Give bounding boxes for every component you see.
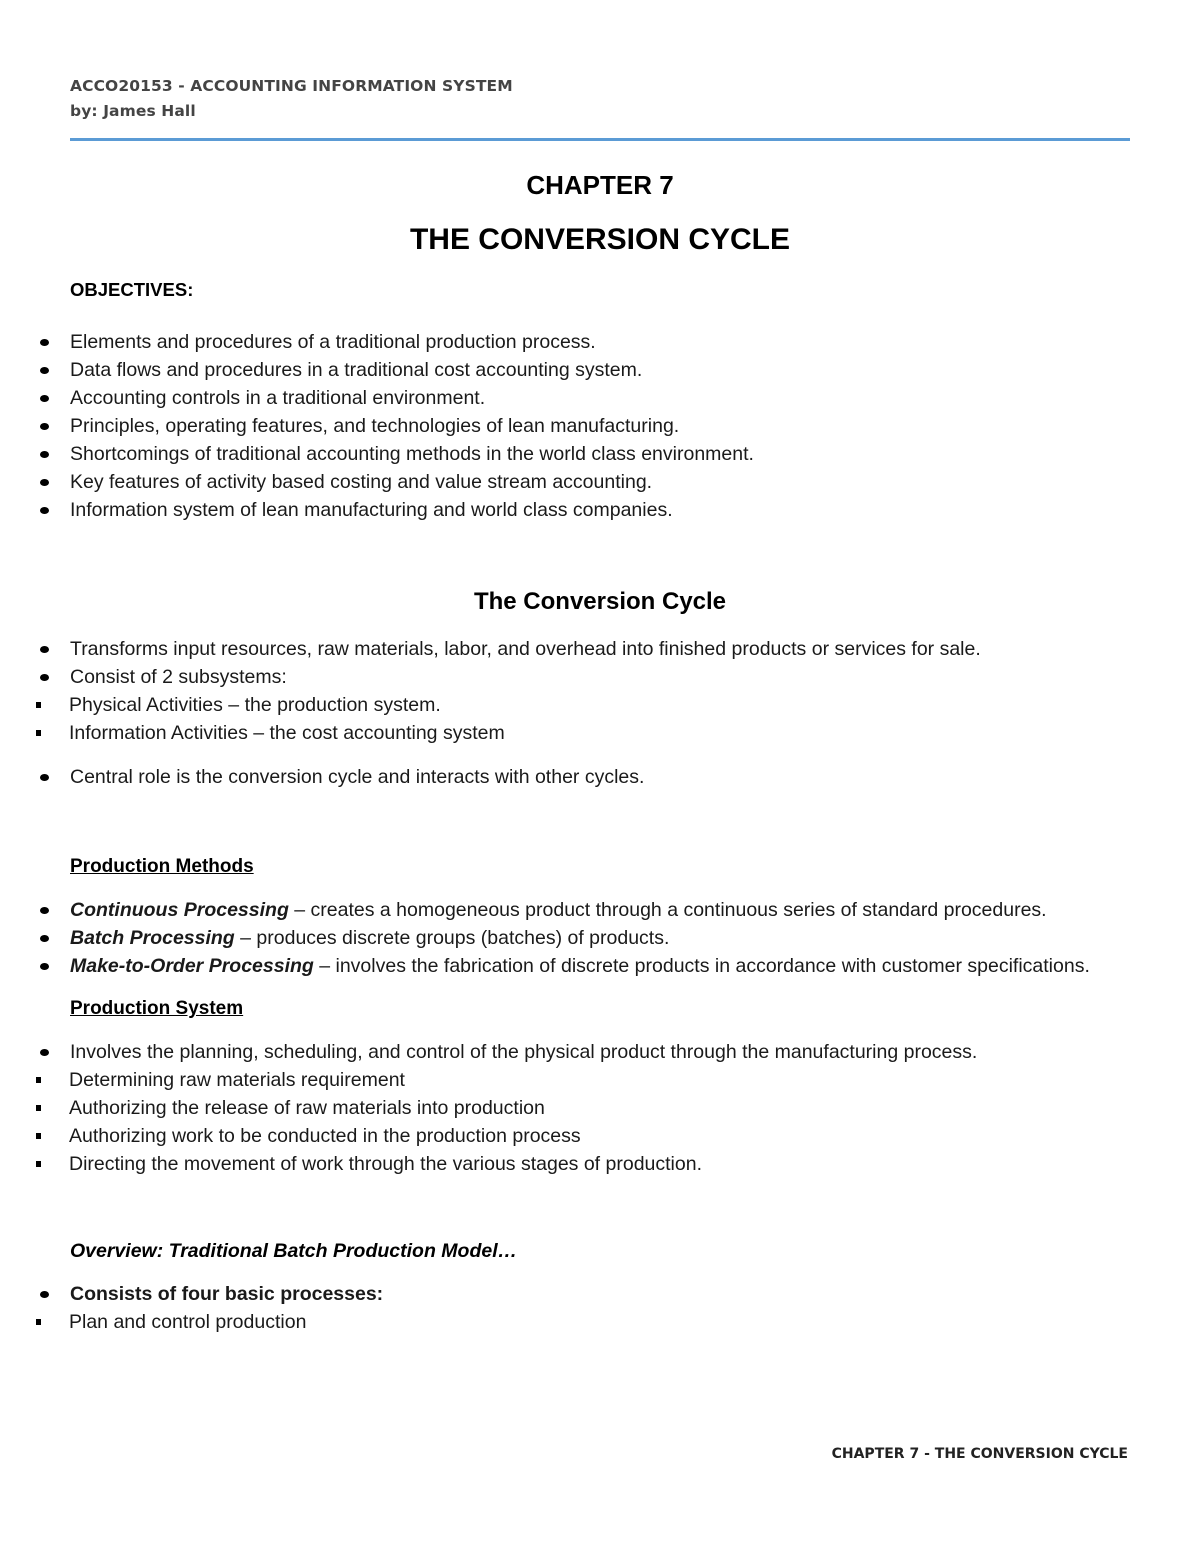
- square-bullet-icon: [36, 1161, 41, 1167]
- page-footer: CHAPTER 7 - THE CONVERSION CYCLE: [831, 1446, 1128, 1462]
- bullet-icon: [40, 507, 49, 514]
- list-item: Central role is the conversion cycle and interacts with other cycles.: [0, 763, 1130, 791]
- overview-list: [0, 1280, 1130, 1308]
- bullet-icon: [40, 646, 49, 653]
- list-item: Information Activities – the cost accounting system: [0, 719, 1130, 747]
- production-methods-list: [0, 896, 1130, 980]
- list-item: Directing the movement of work through the various stages of production.: [0, 1150, 1130, 1178]
- list-item: Key features of activity based costing and value stream accounting.: [0, 468, 1130, 496]
- list-item: Consists of four basic processes:: [0, 1280, 1130, 1308]
- header-divider: [70, 138, 1130, 141]
- bullet-icon: [40, 395, 49, 402]
- main-content: [70, 168, 1130, 1336]
- conversion-cycle-list: [0, 635, 1130, 691]
- bullet-icon: [40, 423, 49, 430]
- list-item: Batch Processing – produces discrete groups (batches) of products.: [0, 924, 1130, 952]
- bullet-icon: [40, 907, 49, 914]
- square-bullet-icon: [36, 1319, 41, 1325]
- subsystems-list: [0, 691, 1130, 747]
- heading-overview: Overview: Traditional Batch Production Model…: [70, 1240, 518, 1262]
- list-item: Authorizing work to be conducted in the production process: [0, 1122, 1130, 1150]
- bullet-icon: [40, 674, 49, 681]
- chapter-number: CHAPTER 7: [526, 170, 674, 200]
- list-item: Plan and control production: [0, 1308, 1130, 1336]
- author-line: by: James Hall: [70, 102, 196, 120]
- bullet-icon: [40, 1291, 49, 1298]
- bullet-icon: [40, 479, 49, 486]
- conversion-cycle-list-cont: [0, 763, 1130, 791]
- objectives-label: OBJECTIVES:: [70, 279, 194, 300]
- square-bullet-icon: [36, 1077, 41, 1083]
- list-item: Accounting controls in a traditional environment.: [0, 384, 1130, 412]
- list-item: Elements and procedures of a traditional production process.: [0, 328, 1130, 356]
- chapter-title: THE CONVERSION CYCLE: [409, 223, 791, 256]
- bullet-icon: [40, 339, 49, 346]
- list-item: Make-to-Order Processing – involves the fabrication of discrete products in accordance with customer specifications.: [0, 952, 1130, 980]
- heading-production-methods: Production Methods: [70, 856, 254, 877]
- square-bullet-icon: [36, 1133, 41, 1139]
- square-bullet-icon: [36, 702, 41, 708]
- list-item: Determining raw materials requirement: [0, 1066, 1130, 1094]
- list-item: Transforms input resources, raw materials, labor, and overhead into finished products or services for sale.: [0, 635, 1130, 663]
- overview-sublist: [0, 1308, 1130, 1336]
- list-item: Authorizing the release of raw materials into production: [0, 1094, 1130, 1122]
- production-system-list: [0, 1038, 1130, 1066]
- list-item: Shortcomings of traditional accounting methods in the world class environment.: [0, 440, 1130, 468]
- list-item: Consist of 2 subsystems:: [0, 663, 1130, 691]
- list-item: Principles, operating features, and technologies of lean manufacturing.: [0, 412, 1130, 440]
- list-item: Data flows and procedures in a traditional cost accounting system.: [0, 356, 1130, 384]
- objectives-list: [0, 328, 1130, 524]
- bullet-icon: [40, 774, 49, 781]
- course-title: ACCO20153 - ACCOUNTING INFORMATION SYSTEM: [70, 77, 513, 95]
- production-system-sublist: [0, 1066, 1130, 1178]
- bullet-icon: [40, 935, 49, 942]
- list-item: Information system of lean manufacturing and world class companies.: [0, 496, 1130, 524]
- square-bullet-icon: [36, 730, 41, 736]
- list-item: Continuous Processing – creates a homogeneous product through a continuous series of standard procedures.: [0, 896, 1130, 924]
- list-item: Involves the planning, scheduling, and control of the physical product through the manufacturing process.: [0, 1038, 1130, 1066]
- bullet-icon: [40, 451, 49, 458]
- bullet-icon: [40, 1049, 49, 1056]
- square-bullet-icon: [36, 1105, 41, 1111]
- list-item: Physical Activities – the production system.: [0, 691, 1130, 719]
- page-header: [70, 74, 1130, 124]
- section-title-conversion-cycle: The Conversion Cycle: [473, 588, 727, 615]
- bullet-icon: [40, 367, 49, 374]
- heading-production-system: Production System: [70, 998, 244, 1019]
- bullet-icon: [40, 963, 49, 970]
